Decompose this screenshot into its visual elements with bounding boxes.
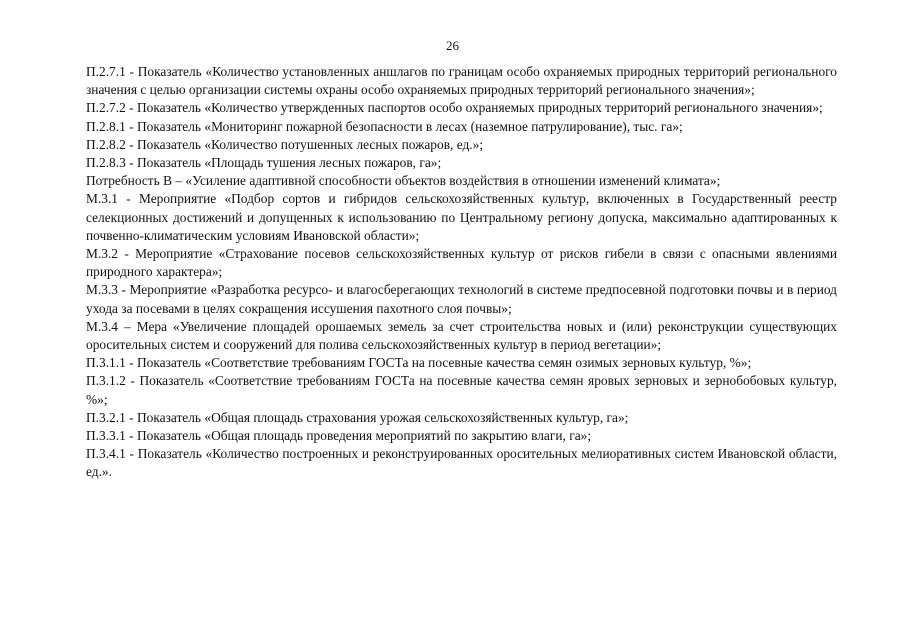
paragraph-m-3-3: М.3.3 - Мероприятие «Разработка ресурсо- и влагосберегающих технологий в системе предпосевной подготовки почвы и в период ухода за посевами в целях сокращения иссушения пахотного слоя почвы»; — [86, 282, 837, 316]
paragraph-m-3-1: М.3.1 - Мероприятие «Подбор сортов и гибридов сельскохозяйственных культур, включенных в Государственный реестр селекционных достижений и допущенных к использованию по Центральному региону допуска, максимально адаптированных к почвенно-климатическим условиям Ивановской области»; — [86, 191, 837, 243]
paragraph-p-2-8-3: П.2.8.3 - Показатель «Площадь тушения лесных пожаров, га»; — [86, 155, 442, 171]
paragraph-p-3-1-1: П.3.1.1 - Показатель «Соответствие требованиям ГОСТа на посевные качества семян озимых зерновых культур, %»; — [86, 355, 752, 371]
paragraph-p-2-8-1: П.2.8.1 - Показатель «Мониторинг пожарной безопасности в лесах (наземное патрулирование), тыс. га»; — [86, 118, 683, 134]
paragraph-p-3-2-1: П.3.2.1 - Показатель «Общая площадь страхования урожая сельскохозяйственных культур, га»; — [86, 409, 629, 425]
paragraph-need-v: Потребность В – «Усиление адаптивной способности объектов воздействия в отношении изменений климата»; — [86, 173, 721, 189]
paragraph-p-2-8-2: П.2.8.2 - Показатель «Количество потушенных лесных пожаров, ед.»; — [86, 136, 484, 152]
document-body — [86, 63, 837, 482]
paragraph-m-3-4: М.3.4 – Мера «Увеличение площадей орошаемых земель за счет строительства новых и (или) реконструкции существующих оросительных систем и сооружений для полива сельскохозяйственных культур в период вегетации»; — [86, 318, 837, 353]
paragraph-p-3-4-1: П.3.4.1 - Показатель «Количество построенных и реконструированных оросительных мелиоративных систем Ивановской области, ед.». — [86, 446, 837, 480]
page-number: 26 — [446, 38, 459, 53]
paragraph-p-2-7-1: П.2.7.1 - Показатель «Количество установленных аншлагов по границам особо охраняемых природных территорий регионального значения с целью организации системы охраны особо охраняемых природных территорий регионального значения»; — [86, 64, 837, 98]
paragraph-p-2-7-2: П.2.7.2 - Показатель «Количество утвержденных паспортов особо охраняемых природных территорий регионального значения»; — [86, 100, 823, 116]
paragraph-p-3-3-1: П.3.3.1 - Показатель «Общая площадь проведения мероприятий по закрытию влаги, га»; — [86, 428, 592, 444]
paragraph-p-3-1-2: П.3.1.2 - Показатель «Соответствие требованиям ГОСТа на посевные качества семян яровых зерновых и зернобобовых культур, %»; — [86, 373, 837, 407]
paragraph-m-3-2: М.3.2 - Мероприятие «Страхование посевов сельскохозяйственных культур от рисков гибели в связи с опасными явлениями природного характера»; — [86, 246, 837, 280]
